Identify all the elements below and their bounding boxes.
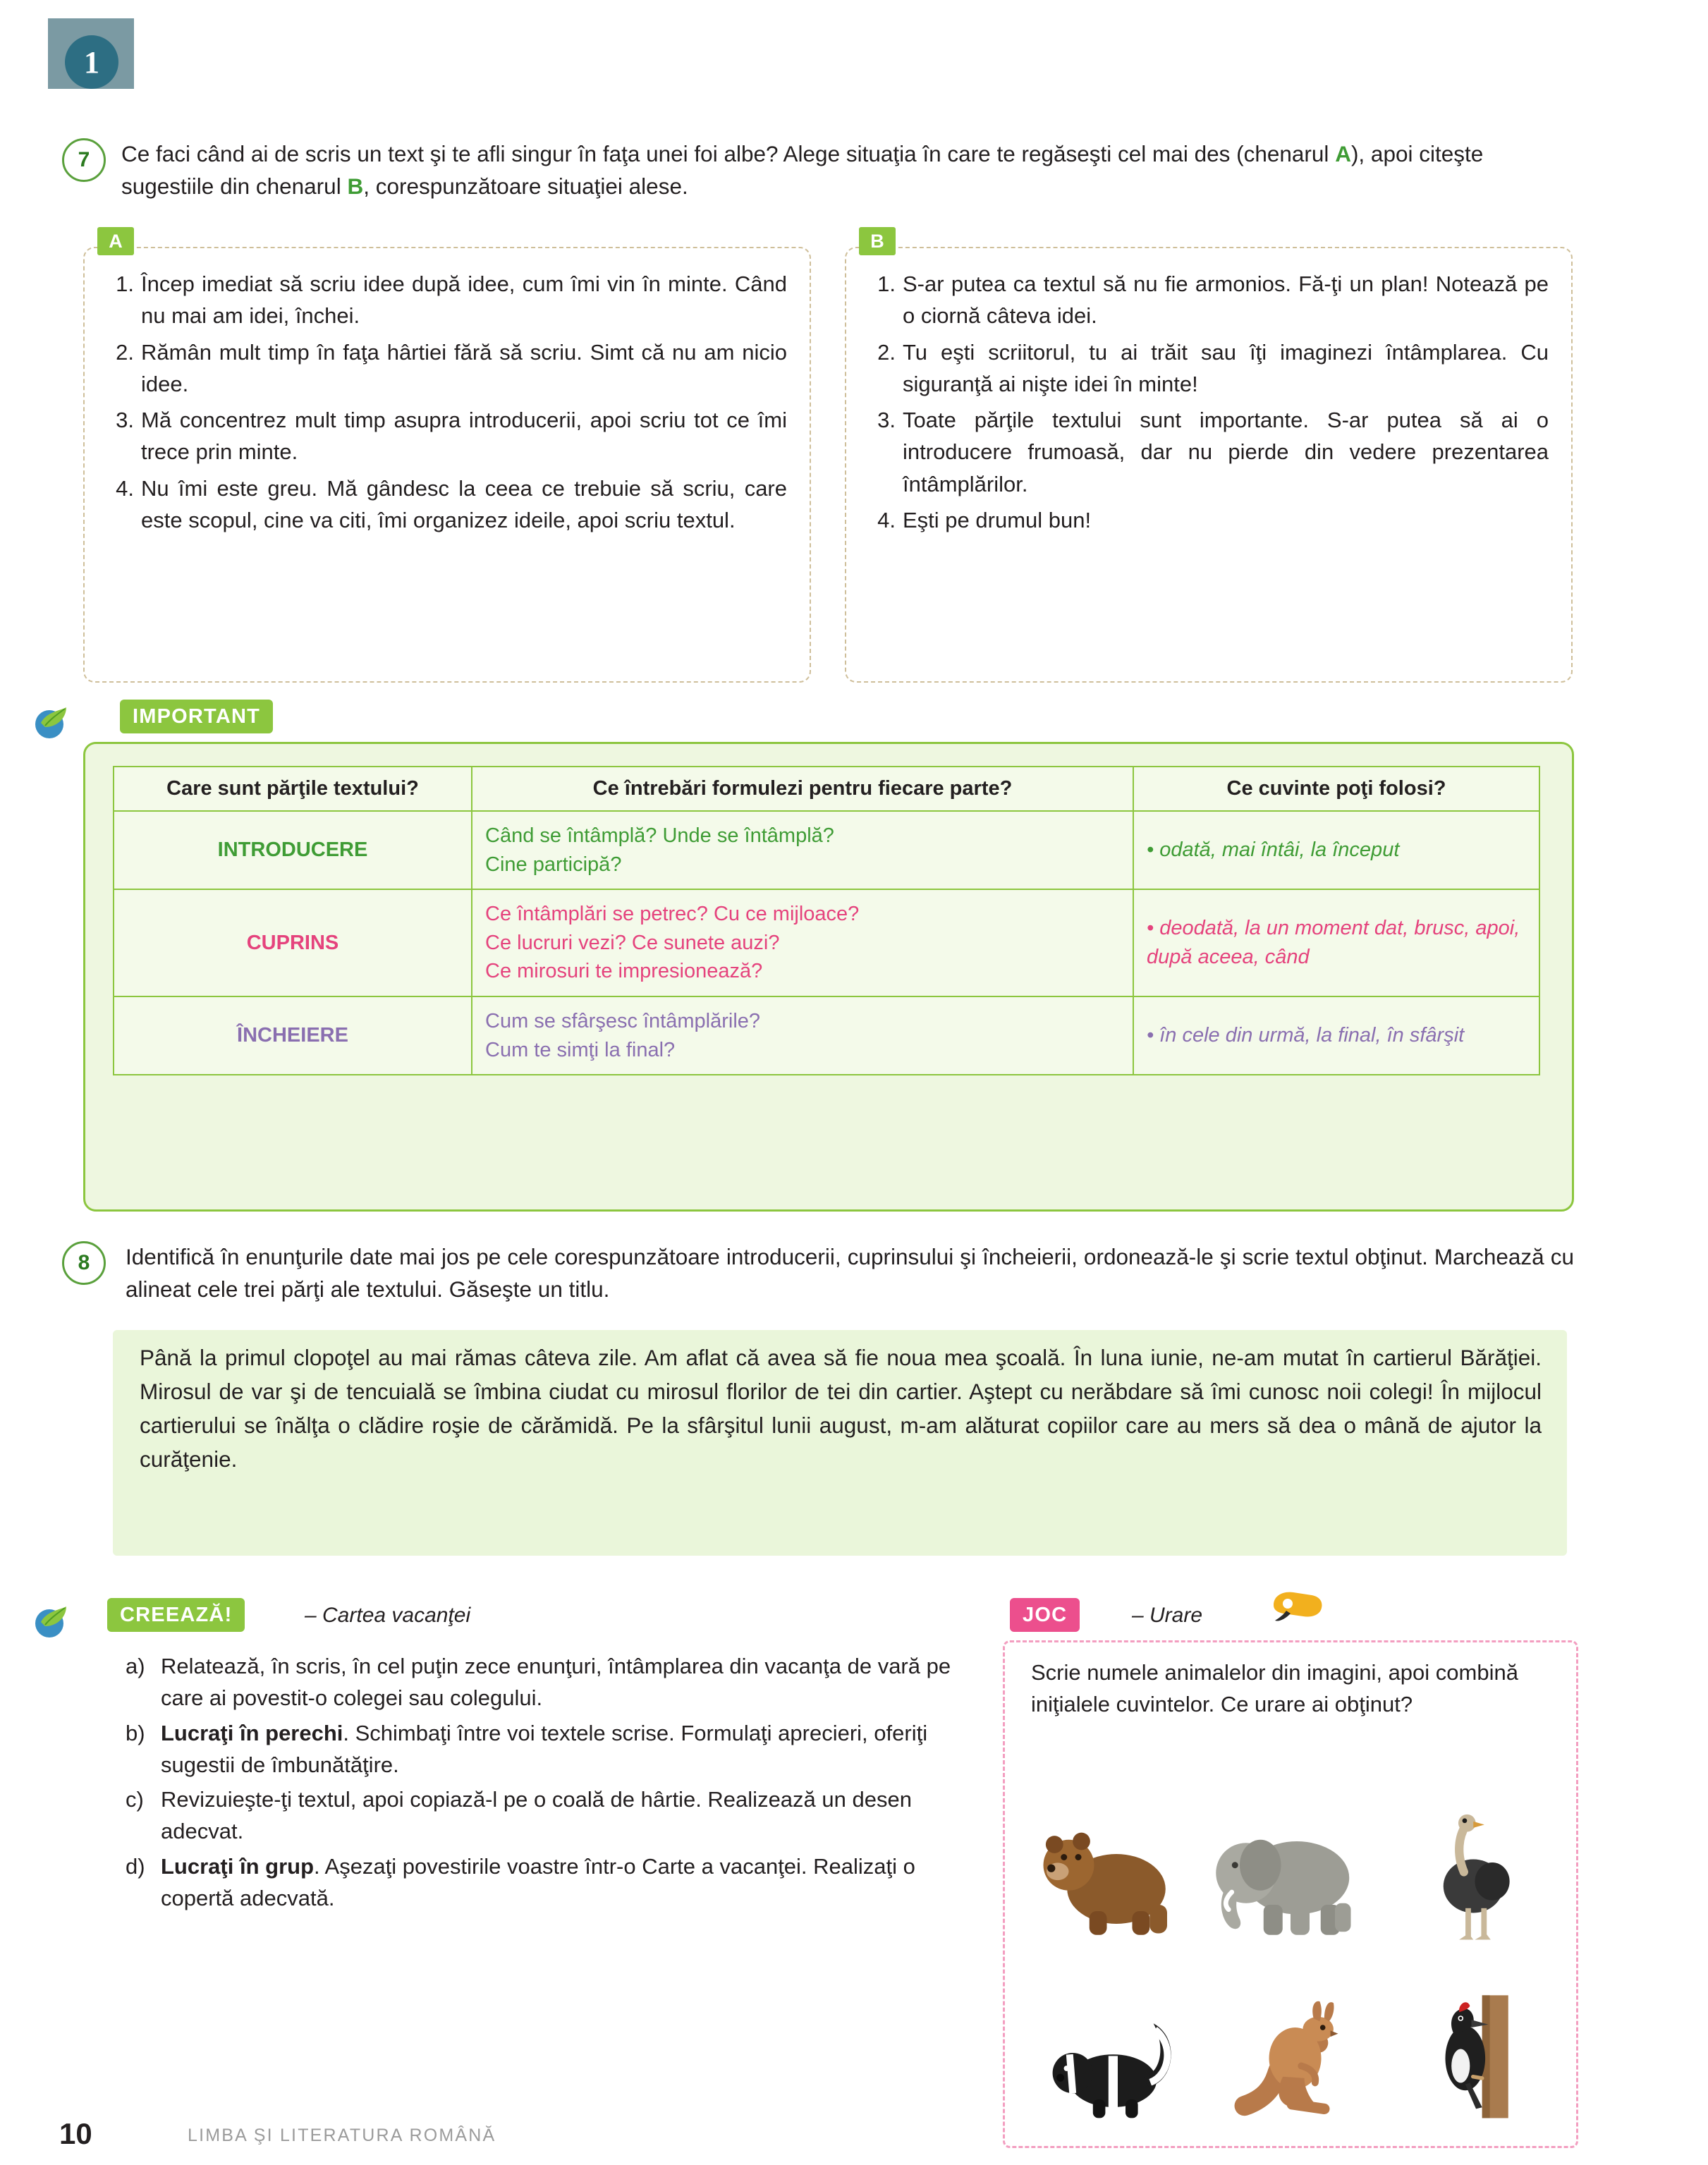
table-cell-questions xyxy=(472,889,1133,996)
question-line: Cum se sfârşesc întâmplările? xyxy=(485,1009,761,1032)
table-header-row xyxy=(114,767,1539,811)
list-item xyxy=(126,1717,972,1781)
list-item xyxy=(126,1650,972,1714)
box-a-list xyxy=(104,268,787,540)
list-index: a) xyxy=(126,1654,145,1678)
question-line: Cine participă? xyxy=(485,853,622,876)
list-item xyxy=(126,1783,972,1848)
list-item xyxy=(866,404,1549,500)
list-index: d) xyxy=(126,1853,145,1879)
table-cell-questions xyxy=(472,996,1133,1075)
table-cell-words xyxy=(1133,889,1539,996)
list-index: 4. xyxy=(877,507,896,532)
list-index: c) xyxy=(126,1787,144,1812)
woodpecker-image xyxy=(1424,1992,1519,2123)
animal-kangaroo xyxy=(1202,1950,1379,2123)
animal-woodpecker xyxy=(1386,1950,1557,2123)
list-text: Încep imediat să scriu idee după idee, cum îmi vin în minte. Când nu mai am idei, închei. xyxy=(141,272,787,329)
list-item xyxy=(104,336,787,401)
question-line: Când se întâmplă? Unde se întâmplă? xyxy=(485,824,834,847)
exercise-7-text-part1: Ce faci când ai de scris un text şi te afli singur în faţa unei foi albe? Alege situaţia în care te regăseşti cel mai des (chenarul xyxy=(121,141,1336,166)
leaf-icon xyxy=(31,1601,71,1640)
list-index: 2. xyxy=(877,339,896,365)
word-text: în cele din urmă, la final, în sfârşit xyxy=(1159,1024,1465,1047)
table-cell-part: INTRODUCERE xyxy=(114,811,472,889)
animals-grid xyxy=(1024,1770,1557,2123)
list-index: b) xyxy=(126,1720,145,1745)
list-item xyxy=(866,268,1549,332)
exercise-8-text: Identifică în enunţurile date mai jos pe cele corespunzătoare introducerii, cuprinsului şi încheierii, ordonează-le şi scrie textul obţinut. Marchează cu alineat cele trei părţi ale textului. Găseşte un titlu. xyxy=(126,1244,1574,1302)
list-item xyxy=(126,1850,972,1915)
list-index: 2. xyxy=(116,339,134,365)
skunk-image xyxy=(1032,2006,1188,2123)
exercise-8-paragraph: Până la primul clopoţel au mai rămas câteva zile. Am aflat că avea să fie noua mea şcoală. În luna iunie, ne-am mutat în cartierul Bărăţiei. Mirosul de var şi de tencuială se îmbina ciudat cu mirosul florilor de tei din cartier. Aştept cu nerăbdare să îmi cunosc noii colegi! În mijlocul cartierului se înălţa o clădire roşie de cărămidă. Pe la sfârşitul lunii august, m-am alăturat copiilor care au mers să dea o mână de ajutor la curăţenie. xyxy=(140,1345,1542,1472)
list-text-rest: . Schimbaţi între voi textele scrise. Formulaţi aprecieri, oferiţi sugestii de îmbunătăţire. xyxy=(161,1720,928,1777)
creeaza-tag: CREEAZĂ! xyxy=(107,1598,245,1632)
list-text xyxy=(161,1717,972,1781)
page-number: 10 xyxy=(59,2117,92,2150)
question-line: Ce mirosuri te impresionează? xyxy=(485,960,763,983)
important-table xyxy=(113,766,1540,1075)
table-row xyxy=(114,996,1539,1075)
kangaroo-image xyxy=(1220,1992,1361,2123)
question-line: Ce întâmplări se petrec? Cu ce mijloace? xyxy=(485,903,860,926)
table-row xyxy=(114,889,1539,996)
list-index: 3. xyxy=(116,408,134,432)
box-a-label: A xyxy=(97,227,134,255)
list-text-bold: Lucraţi în grup xyxy=(161,1853,314,1879)
footer-label: LIMBA ŞI LITERATURA ROMÂNĂ xyxy=(188,2126,496,2145)
list-item xyxy=(866,504,1549,536)
word-text: odată, mai întâi, la început xyxy=(1159,838,1400,862)
elephant-image xyxy=(1202,1816,1379,1943)
list-index: 4. xyxy=(116,475,134,501)
list-text: Toate părţile textului sunt importante. S-ar putea să ai o introducere frumoasă, dar nu pierde din vedere prezentarea întâmplărilor. xyxy=(903,408,1549,496)
bear-image xyxy=(1029,1816,1191,1943)
exercise-7-text xyxy=(121,138,1574,202)
list-text xyxy=(161,1850,972,1915)
list-item xyxy=(104,472,787,537)
table-header-cell: Ce întrebări formulezi pentru fiecare parte? xyxy=(472,767,1133,811)
table-row xyxy=(114,811,1539,889)
ostrich-image xyxy=(1422,1809,1521,1943)
table-cell-part: ÎNCHEIERE xyxy=(114,996,472,1075)
list-text: Tu eşti scriitorul, tu ai trăit sau îţi imaginezi întâmplarea. Cu siguranţă ai nişte idei în minte! xyxy=(903,339,1549,396)
list-text-bold: Lucraţi în perechi xyxy=(161,1720,343,1745)
animal-elephant xyxy=(1202,1770,1379,1943)
important-tag: IMPORTANT xyxy=(120,700,273,733)
exercise-7-text-part2: ), apoi citeşte sugestiile din chenarul xyxy=(121,141,1484,199)
list-item xyxy=(104,404,787,468)
exercise-7-number: 7 xyxy=(62,138,106,182)
list-text: Mă concentrez mult timp asupra introducerii, apoi scriu tot ce îmi trece prin minte. xyxy=(141,408,787,465)
list-index: 3. xyxy=(877,408,896,432)
list-text: Revizuieşte-ţi textul, apoi copiază-l pe o coală de hârtie. Realizează un desen adecvat. xyxy=(161,1787,912,1844)
list-text: Eşti pe drumul bun! xyxy=(903,507,1092,532)
list-text: Rămân mult timp în faţa hârtiei fără să scriu. Simt că nu am nicio idee. xyxy=(141,339,787,396)
table-cell-words xyxy=(1133,811,1539,889)
exercise-8-number: 8 xyxy=(62,1241,106,1285)
animal-bear xyxy=(1024,1770,1195,1943)
list-item xyxy=(104,268,787,332)
word-text: deodată, la un moment dat, brusc, apoi, după aceea, când xyxy=(1147,917,1520,969)
word-line: • odată, mai întâi, la început xyxy=(1147,838,1400,862)
chenar-b-inline: B xyxy=(347,173,364,199)
table-cell-words xyxy=(1133,996,1539,1075)
joc-tag: JOC xyxy=(1010,1598,1080,1632)
list-index: 1. xyxy=(116,272,134,296)
list-item xyxy=(866,336,1549,401)
animal-ostrich xyxy=(1386,1770,1557,1943)
joc-subtitle: – Urare xyxy=(1132,1604,1203,1627)
box-b-list xyxy=(866,268,1549,540)
box-b-label: B xyxy=(859,227,896,255)
joc-instructions: Scrie numele animalelor din imagini, apoi combină iniţialele cuvintelor. Ce urare ai obţinut? xyxy=(1031,1660,1518,1716)
table-cell-part: CUPRINS xyxy=(114,889,472,996)
table-header-cell: Care sunt părţile textului? xyxy=(114,767,472,811)
table-cell-questions xyxy=(472,811,1133,889)
word-line: • deodată, la un moment dat, brusc, apoi, după aceea, când xyxy=(1147,917,1520,969)
chenar-a-inline: A xyxy=(1335,141,1351,166)
exercise-7-text-part3: , corespunzătoare situaţiei alese. xyxy=(363,173,688,199)
word-line: • în cele din urmă, la final, în sfârşit xyxy=(1147,1024,1465,1047)
list-text: Relatează, în scris, în cel puţin zece enunţuri, întâmplarea din vacanţa de vară pe care ai povestit-o colegei sau colegului. xyxy=(161,1654,951,1711)
creeaza-list xyxy=(126,1650,972,1917)
list-index: 1. xyxy=(877,272,896,296)
chapter-number: 1 xyxy=(65,35,118,89)
whistle-icon xyxy=(1269,1585,1326,1629)
question-line: Cum te simţi la final? xyxy=(485,1038,676,1061)
creeaza-subtitle: – Cartea vacanţei xyxy=(305,1604,471,1627)
list-text: Nu îmi este greu. Mă gândesc la ceea ce trebuie să scriu, care este scopul, cine va citi, îmi organizez ideile, apoi scriu textul. xyxy=(141,475,787,532)
list-text-rest: . Aşezaţi povestirile voastre într-o Carte a vacanţei. Realizaţi o copertă adecvată. xyxy=(161,1853,915,1910)
table-header-cell: Ce cuvinte poţi folosi? xyxy=(1133,767,1539,811)
leaf-icon xyxy=(31,702,71,741)
list-text: S-ar putea ca textul să nu fie armonios. Fă-ţi un plan! Notează pe o ciornă câteva idei. xyxy=(903,272,1549,329)
question-line: Ce lucruri vezi? Ce sunete auzi? xyxy=(485,931,780,954)
animal-skunk xyxy=(1024,1950,1195,2123)
